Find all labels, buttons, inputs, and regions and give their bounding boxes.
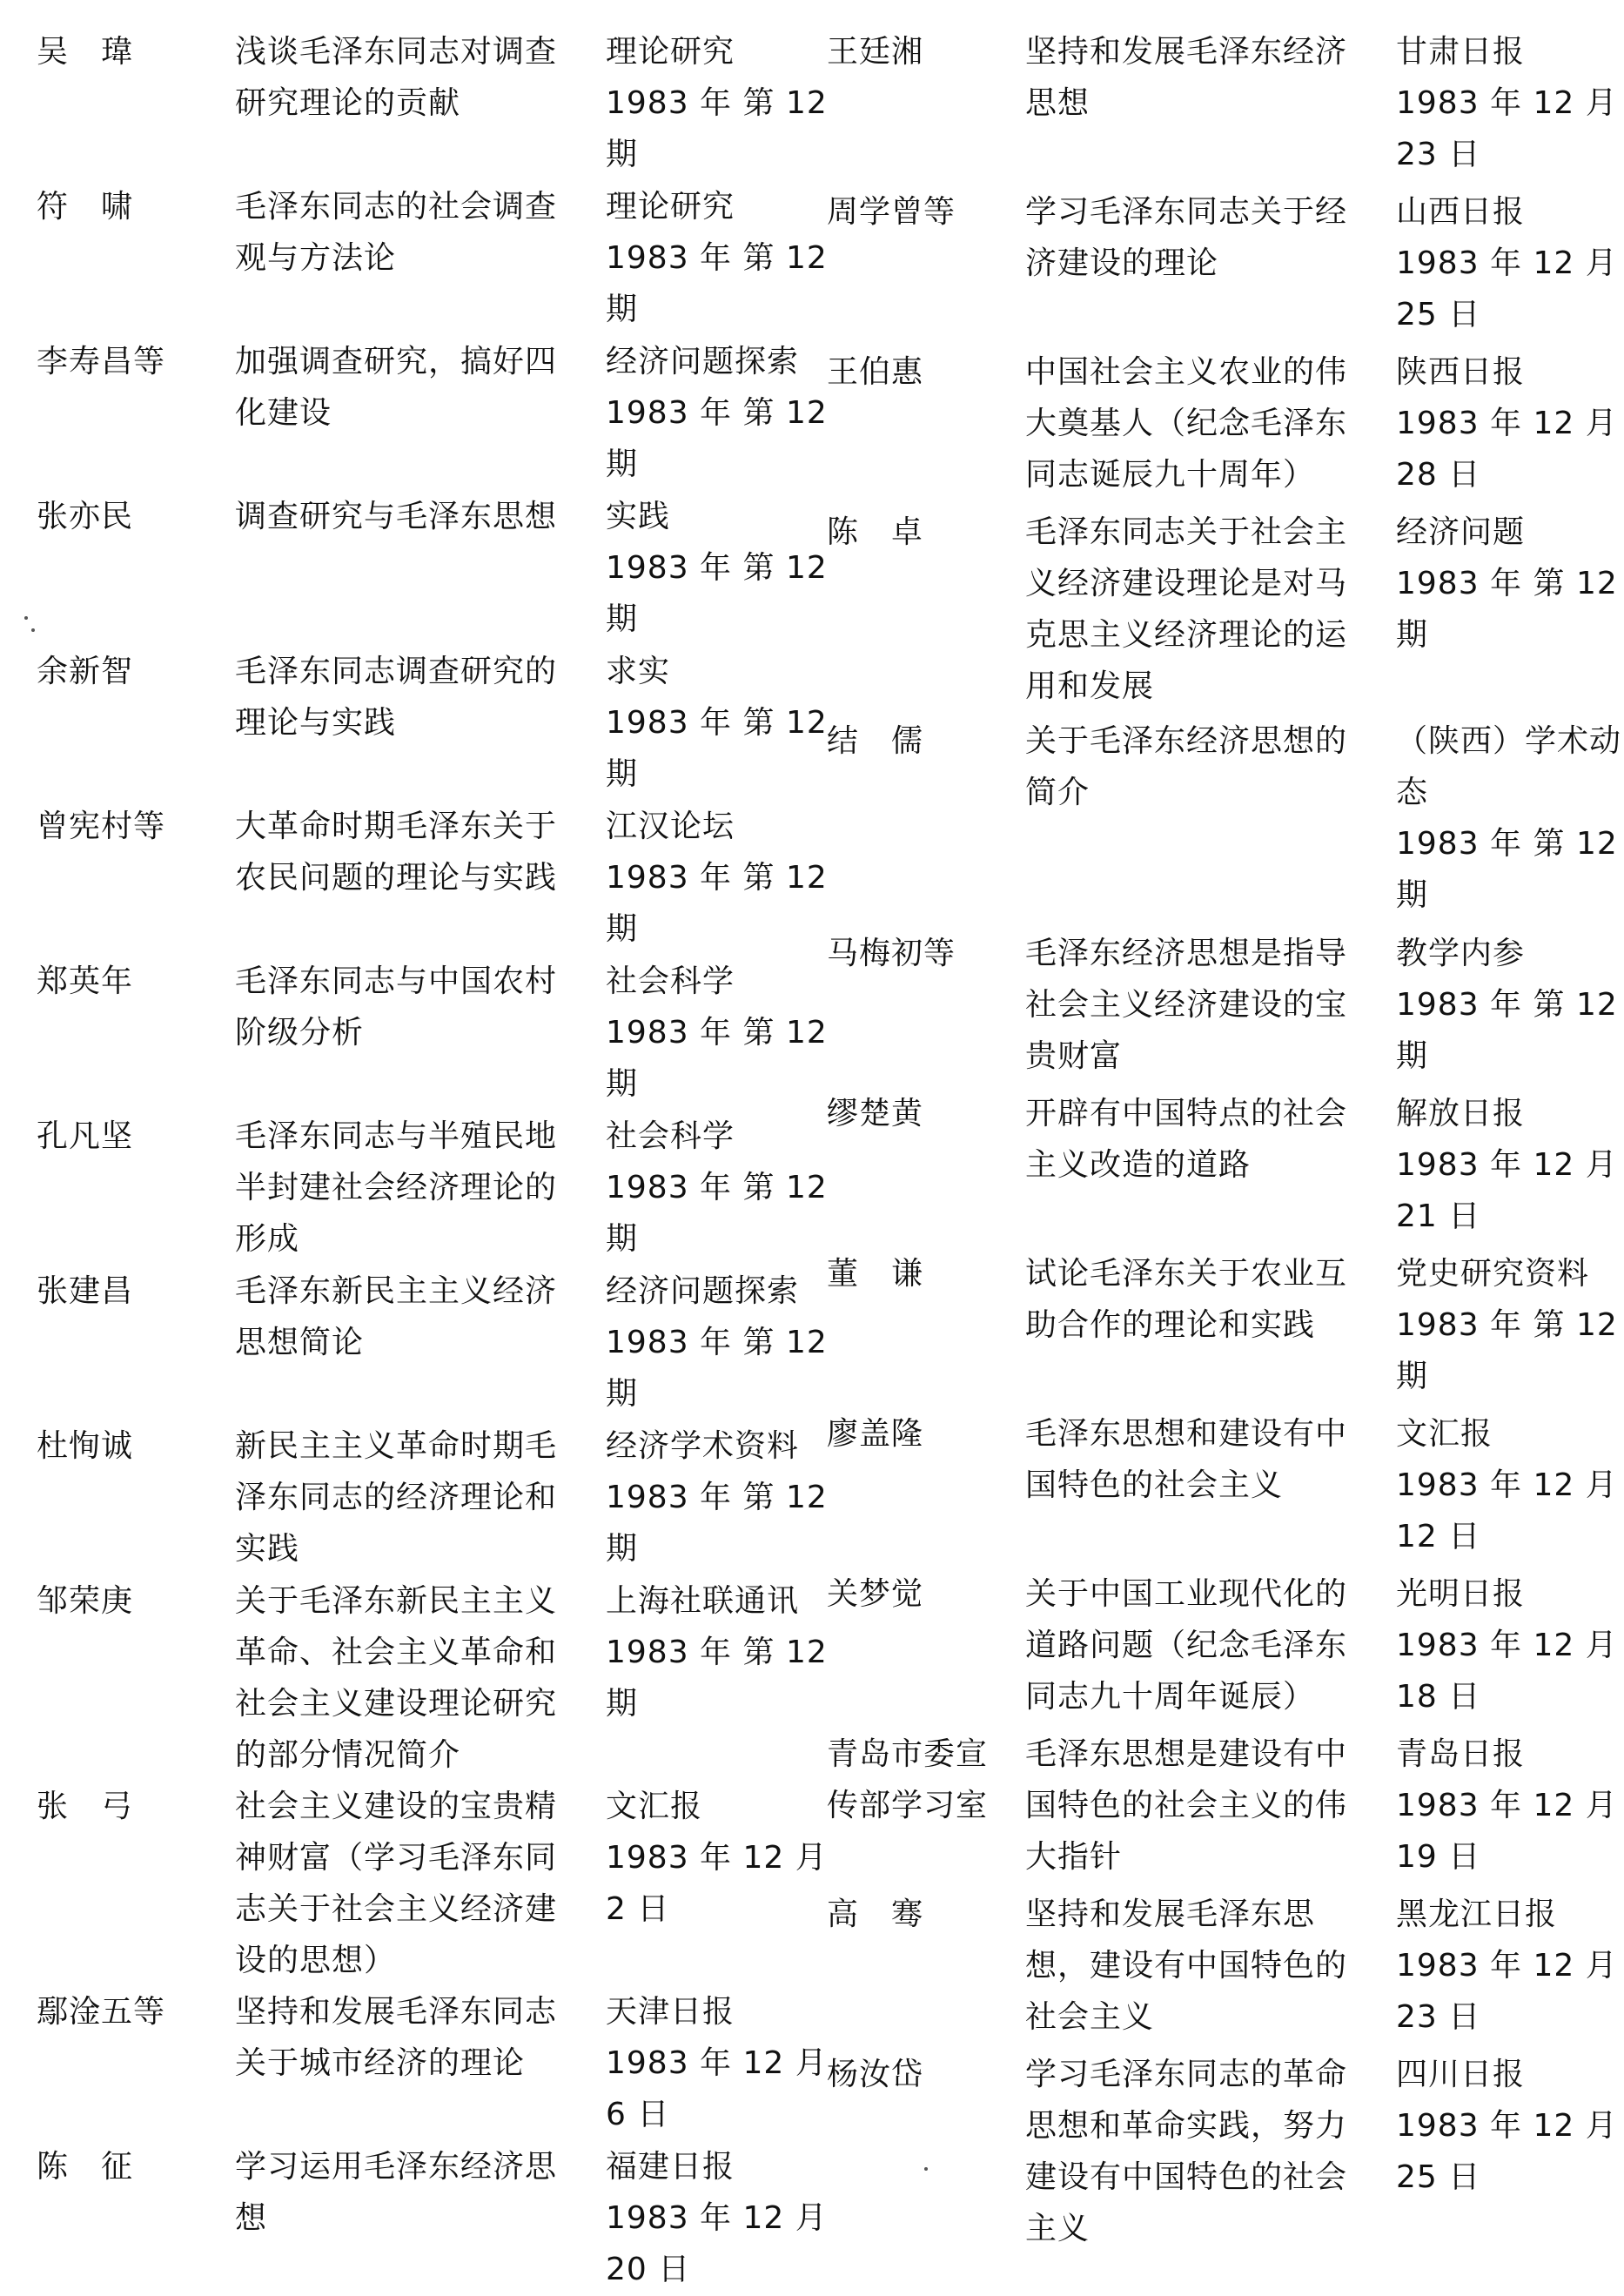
entry-title — [1025, 1729, 1396, 1883]
text-line: 张 弓 — [37, 1789, 134, 1824]
entry-author — [827, 715, 1025, 767]
text-line: 坚持和发展毛泽东同志 — [235, 1994, 558, 2030]
source-line: 黑龙江日报 — [1396, 1897, 1558, 1932]
text-line: 缪楚黄 — [827, 1096, 924, 1131]
text-line: 思想和革命实践，努力 — [1025, 2108, 1348, 2144]
source-line: 经济学术资料 — [606, 1428, 800, 1464]
text-line: 克思主义经济理论的运 — [1025, 617, 1348, 653]
entry-title — [1025, 26, 1396, 129]
entry-source — [606, 1575, 828, 1729]
text-line: 坚持和发展毛泽东经济 — [1025, 34, 1348, 70]
source-line: 社会科学 — [606, 1118, 735, 1154]
text-line: 用和发展 — [1025, 668, 1155, 704]
source-line: 1983 年 第 12 — [606, 395, 828, 431]
text-line: 毛泽东同志与中国农村 — [235, 963, 558, 999]
source-line: 1983 年 第 12 — [606, 860, 828, 896]
source-line: 期 — [606, 1531, 639, 1567]
source-line: 实践 — [606, 499, 671, 534]
text-line: 杨汝岱 — [827, 2057, 924, 2092]
bibliography-entry — [827, 928, 1618, 1088]
bibliography-entry — [37, 26, 828, 181]
source-line: 经济问题探索 — [606, 1273, 800, 1309]
bibliography-entry — [37, 1575, 828, 1781]
entry-title — [235, 1575, 606, 1781]
text-line: 中国社会主义农业的伟 — [1025, 354, 1348, 390]
source-line: 天津日报 — [606, 1994, 735, 2030]
text-line: 关于毛泽东经济思想的 — [1025, 723, 1348, 759]
source-line: 期 — [606, 137, 639, 172]
entry-author — [827, 1729, 1025, 1831]
bibliography-entry — [827, 507, 1618, 715]
source-line: 1983 年 第 12 — [606, 240, 828, 276]
source-line: 2 日 — [606, 1891, 670, 1927]
source-line: 23 日 — [1396, 137, 1481, 172]
entry-title — [235, 1420, 606, 1574]
text-line: 关梦觉 — [827, 1576, 924, 1612]
right-column — [827, 26, 1622, 2258]
bibliography-entry — [37, 1781, 828, 1986]
entry-source — [1396, 2049, 1618, 2203]
text-line: 助合作的理论和实践 — [1025, 1307, 1316, 1343]
entry-title — [1025, 1248, 1396, 1351]
text-line: 同志九十周年诞辰） — [1025, 1679, 1316, 1715]
text-line: 关于毛泽东新民主主义 — [235, 1583, 558, 1619]
source-line: 6 日 — [606, 2097, 670, 2132]
bibliography-entry — [37, 336, 828, 491]
entry-source — [606, 1420, 828, 1574]
source-line: 经济问题 — [1396, 514, 1526, 550]
source-line: 解放日报 — [1396, 1096, 1526, 1131]
bibliography-entry — [37, 646, 828, 801]
source-line: 1983 年 第 12 — [606, 1635, 828, 1670]
entry-author — [827, 1568, 1025, 1620]
entry-source — [606, 181, 828, 335]
bibliography-entry — [827, 1408, 1618, 1568]
text-line: 革命、社会主义革命和 — [235, 1635, 558, 1670]
source-line: 1983 年 12 月 — [1396, 245, 1618, 281]
text-line: 道路问题（纪念毛泽东 — [1025, 1628, 1348, 1663]
source-line: 25 日 — [1396, 297, 1481, 332]
text-line: 神财富（学习毛泽东同 — [235, 1840, 558, 1876]
entry-title — [1025, 2049, 1396, 2254]
source-line: 山西日报 — [1396, 194, 1526, 230]
entry-title — [1025, 1088, 1396, 1191]
source-line: 经济问题探索 — [606, 344, 800, 379]
text-line: 主义改造的道路 — [1025, 1147, 1252, 1183]
bibliography-entry — [827, 1088, 1618, 1248]
text-line: 加强调查研究，搞好四 — [235, 344, 558, 379]
source-line: 1983 年 第 12 — [1396, 826, 1618, 862]
scan-speck — [31, 628, 35, 632]
source-line: 期 — [606, 446, 639, 482]
entry-author — [37, 26, 235, 77]
source-line: 甘肃日报 — [1396, 34, 1526, 70]
entry-author — [37, 1781, 235, 1832]
entry-title — [235, 336, 606, 439]
source-line: （陕西）学术动 — [1396, 723, 1622, 759]
text-line: 关于中国工业现代化的 — [1025, 1576, 1348, 1612]
entry-source — [606, 2141, 828, 2295]
text-line: 想 — [235, 2200, 268, 2236]
entry-source — [606, 956, 828, 1110]
source-line: 1983 年 12 月 — [1396, 406, 1618, 441]
bibliography-entry — [37, 491, 828, 646]
entry-source — [1396, 1568, 1618, 1722]
text-line: 新民主主义革命时期毛 — [235, 1428, 558, 1464]
source-line: 1983 年 第 12 — [1396, 566, 1618, 601]
text-line: 孔凡坚 — [37, 1118, 134, 1154]
entry-author — [37, 336, 235, 387]
bibliography-entry — [827, 715, 1622, 928]
text-line: 王廷湘 — [827, 34, 924, 70]
entry-source — [1396, 1889, 1618, 2043]
left-column — [37, 26, 828, 2296]
source-line: 20 日 — [606, 2252, 691, 2287]
text-line: 余新智 — [37, 654, 134, 689]
source-line: 文汇报 — [606, 1789, 703, 1824]
entry-title — [235, 801, 606, 903]
text-line: 学习运用毛泽东经济思 — [235, 2149, 558, 2185]
source-line: 理论研究 — [606, 189, 735, 225]
scan-speck — [924, 2167, 928, 2171]
entry-title — [1025, 346, 1396, 500]
entry-author — [37, 801, 235, 852]
entry-title — [1025, 1408, 1396, 1511]
text-line: 国特色的社会主义的伟 — [1025, 1788, 1348, 1823]
text-line: 马梅初等 — [827, 936, 956, 971]
source-line: 1983 年 第 12 — [606, 1170, 828, 1205]
text-line: 实践 — [235, 1531, 300, 1567]
text-line: 李寿昌等 — [37, 344, 166, 379]
source-line: 1983 年 12 月 — [1396, 1467, 1618, 1503]
source-line: 社会科学 — [606, 963, 735, 999]
entry-source — [606, 1111, 828, 1265]
text-line: 的部分情况简介 — [235, 1737, 461, 1773]
text-line: 社会主义 — [1025, 1999, 1155, 2035]
text-line: 社会主义经济建设的宝 — [1025, 987, 1348, 1023]
text-line: 思想简论 — [235, 1325, 365, 1360]
source-line: 党史研究资料 — [1396, 1256, 1590, 1292]
text-line: 邹荣庚 — [37, 1583, 134, 1619]
source-line: 期 — [606, 292, 639, 327]
bibliography-entry — [827, 1248, 1618, 1408]
text-line: 农民问题的理论与实践 — [235, 860, 558, 896]
bibliography-entry — [37, 1265, 828, 1420]
source-line: 期 — [1396, 877, 1429, 913]
entry-title — [1025, 186, 1396, 289]
text-line: 化建设 — [235, 395, 332, 431]
text-line: 大奠基人（纪念毛泽东 — [1025, 406, 1348, 441]
text-line: 大革命时期毛泽东关于 — [235, 809, 558, 844]
entry-source — [606, 1986, 828, 2140]
entry-title — [1025, 1568, 1396, 1722]
scan-speck — [24, 616, 28, 620]
text-line: 想，建设有中国特色的 — [1025, 1948, 1348, 1984]
source-line: 福建日报 — [606, 2149, 735, 2185]
entry-source — [606, 26, 828, 180]
source-line: 期 — [606, 1066, 639, 1102]
text-line: 毛泽东同志调查研究的 — [235, 654, 558, 689]
source-line: 期 — [606, 756, 639, 792]
text-line: 毛泽东思想是建设有中 — [1025, 1736, 1348, 1772]
bibliography-entry — [37, 1111, 828, 1265]
bibliography-entry — [827, 1729, 1618, 1889]
text-line: 杜恂诚 — [37, 1428, 134, 1464]
source-line: 期 — [606, 601, 639, 637]
source-line: 期 — [1396, 617, 1429, 653]
text-line: 调查研究与毛泽东思想 — [235, 499, 558, 534]
text-line: 思想 — [1025, 85, 1090, 121]
entry-source — [1396, 1729, 1618, 1883]
text-line: 郑英年 — [37, 963, 134, 999]
text-line: 毛泽东同志关于社会主 — [1025, 514, 1348, 550]
text-line: 阶级分析 — [235, 1015, 365, 1051]
entry-title — [235, 1781, 606, 1986]
source-line: 文汇报 — [1396, 1416, 1493, 1452]
text-line: 青岛市委宣 — [827, 1736, 989, 1772]
text-line: 陈 卓 — [827, 514, 924, 550]
bibliography-entry — [37, 181, 828, 336]
entry-author — [37, 1265, 235, 1317]
bibliography-entry — [37, 2141, 828, 2296]
source-line: 1983 年 12 月 — [606, 1840, 828, 1876]
text-line: 设的思想） — [235, 1943, 397, 1978]
text-line: 坚持和发展毛泽东思 — [1025, 1897, 1316, 1932]
source-line: 求实 — [606, 654, 671, 689]
text-line: 毛泽东同志与半殖民地 — [235, 1118, 558, 1154]
entry-title — [1025, 715, 1396, 818]
source-line: 1983 年 第 12 — [606, 1480, 828, 1515]
entry-author — [37, 1420, 235, 1472]
text-line: 曾宪村等 — [37, 809, 166, 844]
entry-source — [1396, 1088, 1618, 1242]
source-line: 1983 年 12 月 — [606, 2200, 828, 2236]
bibliography-entry — [827, 26, 1618, 186]
source-line: 期 — [1396, 1038, 1429, 1074]
source-line: 陕西日报 — [1396, 354, 1526, 390]
source-line: 期 — [606, 911, 639, 947]
text-line: 半封建社会经济理论的 — [235, 1170, 558, 1205]
source-line: 江汉论坛 — [606, 809, 735, 844]
text-line: 毛泽东同志的社会调查 — [235, 189, 558, 225]
source-line: 上海社联通讯 — [606, 1583, 800, 1619]
text-line: 志关于社会主义经济建 — [235, 1891, 558, 1927]
entry-title — [235, 1111, 606, 1265]
entry-title — [235, 181, 606, 284]
text-line: 毛泽东经济思想是指导 — [1025, 936, 1348, 971]
bibliography-entry — [827, 346, 1618, 507]
source-line: 四川日报 — [1396, 2057, 1526, 2092]
text-line: 陈 征 — [37, 2149, 134, 2185]
entry-author — [827, 26, 1025, 77]
source-line: 1983 年 第 12 — [1396, 987, 1618, 1023]
source-line: 25 日 — [1396, 2159, 1481, 2195]
text-line: 毛泽东新民主主义经济 — [235, 1273, 558, 1309]
text-line: 王伯惠 — [827, 354, 924, 390]
text-line: 同志诞辰九十周年） — [1025, 457, 1316, 493]
entry-title — [235, 1986, 606, 2089]
bibliography-entry — [827, 2049, 1618, 2258]
source-line: 1983 年 第 12 — [606, 1325, 828, 1360]
text-line: 张亦民 — [37, 499, 134, 534]
source-line: 19 日 — [1396, 1839, 1481, 1875]
text-line: 鄢淦五等 — [37, 1994, 166, 2030]
source-line: 1983 年 12 月 — [1396, 1948, 1618, 1984]
bibliography-entry — [37, 1420, 828, 1575]
source-line: 18 日 — [1396, 1679, 1481, 1715]
source-line: 期 — [606, 1221, 639, 1257]
text-line: 张建昌 — [37, 1273, 134, 1309]
source-line: 期 — [606, 1686, 639, 1722]
entry-author — [827, 346, 1025, 398]
source-line: 1983 年 12 月 — [606, 2045, 828, 2081]
source-line: 28 日 — [1396, 457, 1481, 493]
text-line: 主义 — [1025, 2211, 1090, 2246]
text-line: 廖盖隆 — [827, 1416, 924, 1452]
entry-title — [235, 646, 606, 749]
source-line: 1983 年 12 月 — [1396, 1147, 1618, 1183]
text-line: 学习毛泽东同志关于经 — [1025, 194, 1348, 230]
source-line: 23 日 — [1396, 1999, 1481, 2035]
source-line: 1983 年 12 月 — [1396, 1628, 1618, 1663]
text-line: 大指针 — [1025, 1839, 1123, 1875]
entry-source — [1396, 715, 1621, 921]
source-line: 理论研究 — [606, 34, 735, 70]
source-line: 期 — [606, 1376, 639, 1412]
text-line: 吴 瑋 — [37, 34, 134, 70]
source-line: 21 日 — [1396, 1198, 1481, 1234]
text-line: 社会主义建设理论研究 — [235, 1686, 558, 1722]
entry-title — [235, 956, 606, 1058]
text-line: 社会主义建设的宝贵精 — [235, 1789, 558, 1824]
entry-author — [827, 1248, 1025, 1299]
text-line: 形成 — [235, 1221, 300, 1257]
entry-source — [1396, 507, 1618, 661]
source-line: 1983 年 第 12 — [606, 85, 828, 121]
entry-author — [37, 1986, 235, 2038]
bibliography-entry — [827, 186, 1618, 346]
source-line: 1983 年 12 月 — [1396, 1788, 1618, 1823]
source-line: 1983 年 第 12 — [606, 550, 828, 586]
text-line: 济建设的理论 — [1025, 245, 1219, 281]
text-line: 开辟有中国特点的社会 — [1025, 1096, 1348, 1131]
entry-source — [1396, 1408, 1618, 1562]
text-line: 简介 — [1025, 775, 1090, 810]
bibliography-entry — [827, 1889, 1618, 2049]
text-line: 观与方法论 — [235, 240, 397, 276]
text-line: 建设有中国特色的社会 — [1025, 2159, 1348, 2195]
entry-author — [827, 186, 1025, 238]
source-line: 12 日 — [1396, 1519, 1481, 1554]
entry-title — [1025, 507, 1396, 712]
text-line: 毛泽东思想和建设有中 — [1025, 1416, 1348, 1452]
entry-source — [1396, 928, 1618, 1082]
entry-source — [606, 801, 828, 955]
entry-source — [606, 1781, 828, 1935]
bibliography-entry — [37, 956, 828, 1111]
source-line: 教学内参 — [1396, 936, 1526, 971]
text-line: 周学曾等 — [827, 194, 956, 230]
entry-author — [37, 1575, 235, 1627]
text-line: 结 儒 — [827, 723, 924, 759]
source-line: 1983 年 第 12 — [606, 1015, 828, 1051]
text-line: 关于城市经济的理论 — [235, 2045, 526, 2081]
entry-author — [827, 928, 1025, 979]
text-line: 符 啸 — [37, 189, 134, 225]
text-line: 义经济建设理论是对马 — [1025, 566, 1348, 601]
entry-title — [1025, 1889, 1396, 2043]
entry-source — [1396, 346, 1618, 500]
entry-source — [606, 491, 828, 645]
bibliography-entry — [37, 1986, 828, 2141]
text-line: 高 骞 — [827, 1897, 924, 1932]
text-line: 试论毛泽东关于农业互 — [1025, 1256, 1348, 1292]
source-line: 1983 年 第 12 — [1396, 1307, 1618, 1343]
entry-title — [235, 491, 606, 542]
entry-author — [37, 2141, 235, 2192]
entry-author — [827, 2049, 1025, 2100]
entry-author — [827, 507, 1025, 558]
text-line: 理论与实践 — [235, 705, 397, 741]
entry-author — [37, 956, 235, 1007]
source-line: 青岛日报 — [1396, 1736, 1526, 1772]
text-line: 浅谈毛泽东同志对调查 — [235, 34, 558, 70]
entry-title — [235, 2141, 606, 2244]
entry-source — [606, 646, 828, 800]
source-line: 期 — [1396, 1359, 1429, 1394]
bibliography-entry — [37, 801, 828, 956]
entry-author — [827, 1408, 1025, 1460]
source-line: 1983 年 第 12 — [606, 705, 828, 741]
text-line: 研究理论的贡献 — [235, 85, 461, 121]
entry-source — [606, 1265, 828, 1420]
entry-source — [1396, 26, 1618, 180]
text-line: 学习毛泽东同志的革命 — [1025, 2057, 1348, 2092]
text-line: 泽东同志的经济理论和 — [235, 1480, 558, 1515]
entry-title — [235, 1265, 606, 1368]
text-line: 传部学习室 — [827, 1788, 989, 1823]
entry-source — [1396, 186, 1618, 340]
entry-author — [827, 1889, 1025, 1940]
text-line: 国特色的社会主义 — [1025, 1467, 1284, 1503]
source-line: 光明日报 — [1396, 1576, 1526, 1612]
entry-author — [37, 1111, 235, 1162]
source-line: 1983 年 12 月 — [1396, 2108, 1618, 2144]
text-line: 董 谦 — [827, 1256, 924, 1292]
entry-source — [606, 336, 828, 490]
source-line: 1983 年 12 月 — [1396, 85, 1618, 121]
entry-author — [37, 181, 235, 232]
bibliography-entry — [827, 1568, 1618, 1729]
source-line: 态 — [1396, 775, 1429, 810]
entry-author — [827, 1088, 1025, 1139]
entry-author — [37, 646, 235, 697]
entry-title — [1025, 928, 1396, 1082]
text-line: 贵财富 — [1025, 1038, 1123, 1074]
entry-source — [1396, 1248, 1618, 1402]
entry-title — [235, 26, 606, 129]
entry-author — [37, 491, 235, 542]
